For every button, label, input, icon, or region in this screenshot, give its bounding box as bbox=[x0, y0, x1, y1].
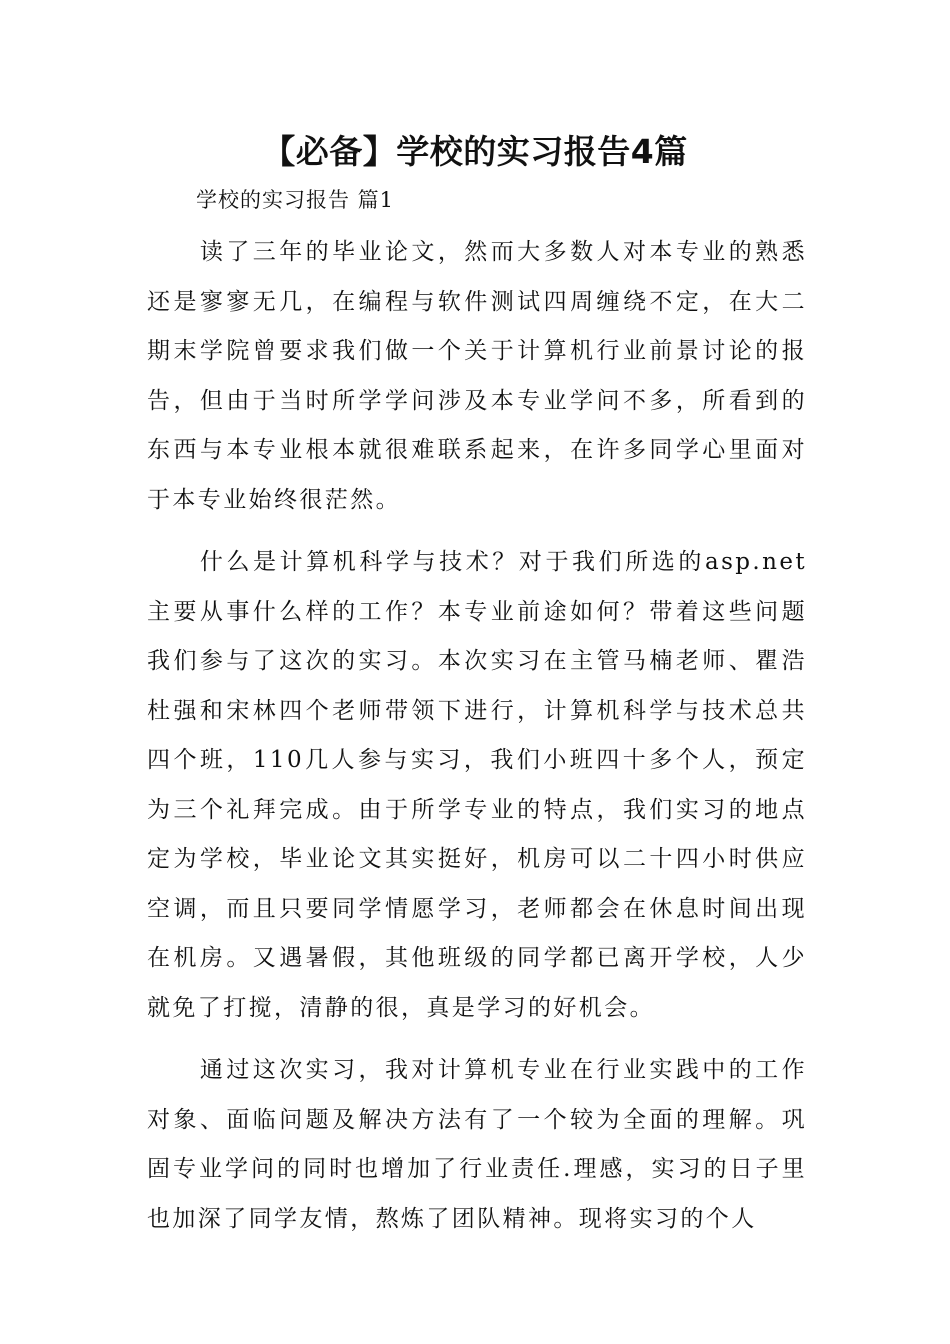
section-heading: 学校的实习报告 篇1 bbox=[196, 188, 395, 212]
paragraph: 通过这次实习，我对计算机专业在行业实践中的工作对象、面临问题及解决方法有了一个较为全面的理解。巩固专业学问的同时也增加了行业责任.理感，实习的日子里也加深了同学友情，熬炼了团队精神。现将实习的个人 bbox=[147, 1057, 807, 1232]
document-body bbox=[147, 228, 807, 1257]
paragraph: 什么是计算机科学与技术？对于我们所选的asp.net主要从事什么样的工作？本专业前途如何？带着这些问题我们参与了这次的实习。本次实习在主管马楠老师、瞿浩杜强和宋林四个老师带领下进行，计算机科学与技术总共四个班，110几人参与实习，我们小班四十多个人，预定为三个礼拜完成。由于所学专业的特点，我们实习的地点定为学校，毕业论文其实挺好，机房可以二十四小时供应空调，而且只要同学情愿学习，老师都会在休息时间出现在机房。又遇暑假，其他班级的同学都已离开学校，人少就免了打搅，清静的很，真是学习的好机会。 bbox=[147, 549, 807, 1021]
document-title: 【必备】学校的实习报告4篇 bbox=[262, 132, 688, 171]
paragraph: 读了三年的毕业论文，然而大多数人对本专业的熟悉还是寥寥无几，在编程与软件测试四周缠绕不定，在大二期末学院曾要求我们做一个关于计算机行业前景讨论的报告，但由于当时所学学问涉及本专业学问不多，所看到的东西与本专业根本就很难联系起来，在许多同学心里面对于本专业始终很茫然。 bbox=[147, 239, 807, 513]
